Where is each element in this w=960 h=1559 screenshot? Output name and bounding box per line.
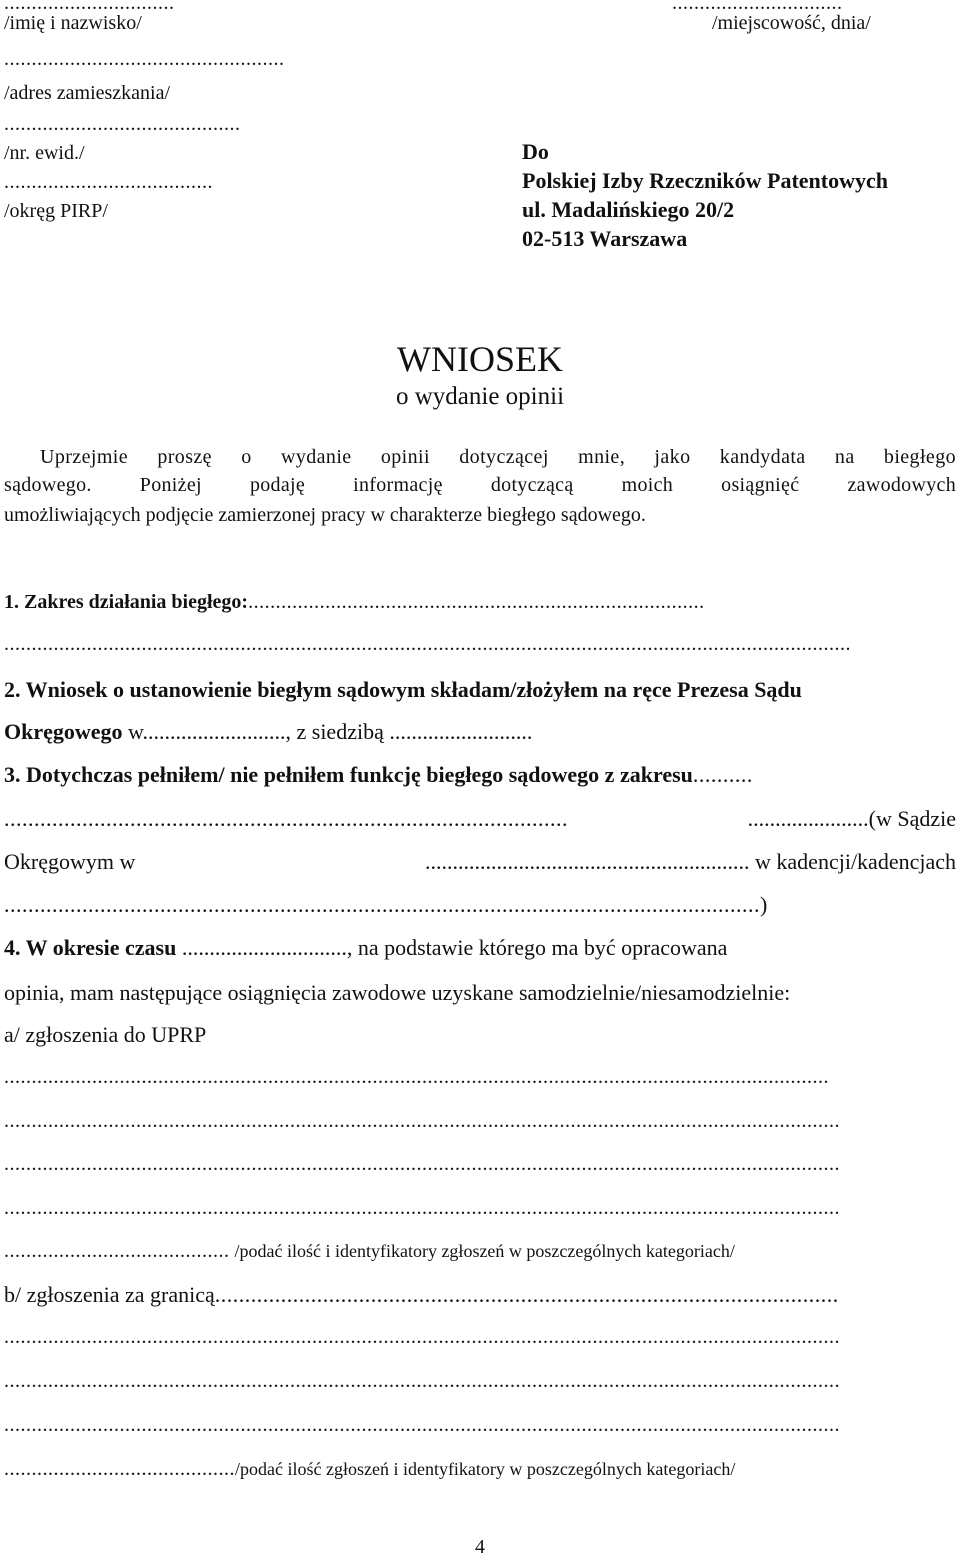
item-4-label: 4. W okresie czasu: [4, 935, 177, 960]
item-3-line-3b: ........................................................... w kadencji/kadencjach: [425, 849, 956, 874]
item-3-label: 3. Dotychczas pełniłem/ nie pełniłem funkcję biegłego sądowego z zakresu: [4, 762, 693, 787]
page-number: 4: [475, 1536, 485, 1558]
reg-number-label: /nr. ewid./: [4, 142, 85, 164]
section-b-dots-3: ........................................................................................................................................................: [4, 1414, 840, 1436]
place-date-line: ...............................: [672, 0, 843, 14]
page-subtitle: o wydanie opinii: [395, 383, 565, 410]
address-line: ...................................................: [4, 48, 285, 70]
intro-line-2: sądowego. Poniżej podaję informację dotyczącą moich osiągnięć zawodowych: [4, 474, 956, 496]
item-3-dots: ..........: [692, 762, 753, 787]
item-1-label: 1. Zakres działania biegłego:: [4, 591, 249, 613]
item-3-line-4: ..............................................................................................................................): [4, 892, 768, 917]
item-2-rest: w.........................., z siedzibą ..........................: [122, 719, 533, 744]
item-2-label: 2. Wniosek o ustanowienie biegłym sądowym składam/złożyłem na ręce Prezesa Sądu: [4, 677, 802, 702]
name-label: /imię i nazwisko/: [4, 12, 142, 34]
item-1-dots: ...................................................................................: [248, 591, 705, 613]
section-b-note: /podać ilość zgłoszeń i identyfikatory w poszczególnych kategoriach/: [235, 1459, 736, 1479]
name-line: ...............................: [4, 0, 175, 14]
recipient-name: Polskiej Izby Rzeczników Patentowych: [522, 168, 889, 193]
section-b-last-dots: ..........................................: [4, 1458, 235, 1480]
item-3-line-3a: Okręgowym w: [4, 849, 136, 874]
intro-line-1: Uprzejmie proszę o wydanie opinii dotyczącej mnie, jako kandydata na biegłego: [40, 446, 956, 468]
place-date-label: /miejscowość, dnia/: [712, 12, 871, 34]
address-label: /adres zamieszkania/: [4, 82, 171, 104]
item-2-okregowego: Okręgowego: [4, 719, 123, 744]
item-3-line-2b: ......................(w Sądzie: [747, 806, 956, 831]
item-3-line-2a: ..............................................................................................: [4, 806, 568, 831]
page-title: WNIOSEK: [397, 339, 563, 379]
item-4-rest: .............................., na podstawie którego ma być opracowana: [176, 935, 728, 960]
section-b-label: b/ zgłoszenia za granicą: [4, 1282, 215, 1307]
section-a-label: a/ zgłoszenia do UPRP: [4, 1022, 207, 1047]
district-label: /okręg PIRP/: [4, 200, 108, 222]
section-a-dots-4: ........................................................................................................................................................: [4, 1197, 840, 1219]
reg-number-line: ...........................................: [4, 113, 241, 135]
section-a-dots-1: ......................................................................................................................................................: [4, 1066, 829, 1088]
item-4-line-2: opinia, mam następujące osiągnięcia zawodowe uzyskane samodzielnie/niesamodzielnie:: [4, 980, 791, 1005]
district-line: ......................................: [4, 171, 213, 193]
item-1-line-2: ..........................................................................................................................................................: [4, 633, 851, 655]
section-a-last-dots: .........................................: [4, 1240, 230, 1262]
section-a-note: /podać ilość i identyfikatory zgłoszeń w poszczególnych kategoriach/: [234, 1241, 735, 1261]
recipient-city: 02-513 Warszawa: [522, 226, 688, 251]
intro-line-3: umożliwiających podjęcie zamierzonej pracy w charakterze biegłego sądowego.: [4, 504, 646, 526]
section-b-dots-first: ........................................................................................................: [214, 1282, 839, 1307]
section-b-dots-1: ........................................................................................................................................................: [4, 1326, 840, 1348]
recipient-street: ul. Madalińskiego 20/2: [522, 197, 735, 222]
section-a-dots-2: ........................................................................................................................................................: [4, 1110, 840, 1132]
section-b-dots-2: ........................................................................................................................................................: [4, 1370, 840, 1392]
section-a-dots-3: ........................................................................................................................................................: [4, 1153, 840, 1175]
recipient-to: Do: [522, 139, 549, 164]
